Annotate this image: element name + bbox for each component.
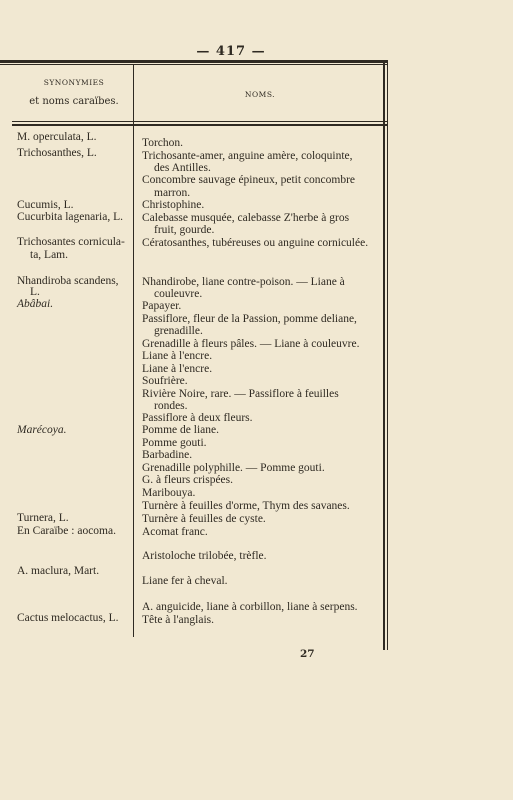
top-rule-thin — [0, 64, 388, 65]
name-entry: G. à fleurs crispées. — [142, 474, 234, 486]
synonym-entry: Cucurbita lagenaria, L. — [17, 211, 124, 223]
synonym-entry: Trichosanthes, L. — [17, 147, 97, 159]
synonym-entry: Nhandiroba scandens, — [17, 275, 119, 287]
synonym-entry: L. — [30, 286, 40, 298]
name-entry: Grenadille à fleurs pâles. — Liane à couleuvre. — [142, 338, 360, 350]
name-entry: Maribouya. — [142, 487, 196, 499]
synonym-entry: ta, Lam. — [30, 249, 68, 261]
name-entry: Grenadille polyphille. — Pomme gouti. — [142, 462, 325, 474]
name-entry: Rivière Noire, rare. — Passiflore à feuilles — [142, 388, 339, 400]
right-border — [383, 62, 385, 650]
header-synonymies: SYNONYMIES — [43, 78, 105, 87]
name-entry: Christophine. — [142, 199, 205, 211]
top-rule-thick — [0, 60, 388, 63]
caraibe-name: Abâbai. — [17, 298, 54, 310]
page-number: — 417 — — [196, 44, 266, 59]
name-entry: Liane à l'encre. — [142, 363, 213, 375]
name-entry: A. anguicide, liane à corbillon, liane à serpens. — [142, 601, 358, 613]
name-entry: rondes. — [154, 400, 188, 412]
synonym-entry: Turnera, L. — [17, 512, 69, 524]
name-entry: Liane à l'encre. — [142, 350, 213, 362]
name-entry: Pomme gouti. — [142, 437, 207, 449]
signature-mark: 27 — [300, 648, 315, 660]
name-entry: Nhandirobe, liane contre-poison. — Liane à — [142, 276, 345, 288]
column-divider — [133, 65, 134, 637]
name-entry: Turnère à feuilles de cyste. — [142, 513, 266, 525]
name-entry: couleuvre. — [154, 288, 203, 300]
name-entry: Cératosanthes, tubéreuses ou anguine corniculée. — [142, 237, 369, 249]
name-entry: Liane fer à cheval. — [142, 575, 228, 587]
name-entry: Passiflore à deux fleurs. — [142, 412, 253, 424]
name-entry: Trichosante-amer, anguine amère, coloquinte, — [142, 150, 353, 162]
header-noms: NOMS. — [244, 90, 276, 99]
name-entry: Calebasse musquée, calebasse Z'herbe à gros — [142, 212, 350, 224]
name-entry: Pomme de liane. — [142, 424, 219, 436]
name-entry: Acomat franc. — [142, 526, 208, 538]
name-entry: Tête à l'anglais. — [142, 614, 214, 626]
synonym-entry: Trichosantes cornicula- — [17, 236, 125, 248]
synonym-entry: En Caraïbe : aocoma. — [17, 525, 116, 537]
name-entry: Turnère à feuilles d'orme, Thym des savanes. — [142, 500, 350, 512]
right-border-outer — [387, 62, 388, 650]
header-rule-thin — [12, 121, 388, 122]
name-entry: grenadille. — [154, 325, 203, 337]
synonym-entry: A. maclura, Mart. — [17, 565, 100, 577]
header-rule-thick — [12, 124, 388, 126]
synonym-entry: Cucumis, L. — [17, 199, 74, 211]
name-entry: Barbadine. — [142, 449, 193, 461]
name-entry: Concombre sauvage épineux, petit concombre — [142, 174, 355, 186]
name-entry: fruit, gourde. — [154, 224, 215, 236]
name-entry: Aristoloche trilobée, trèfle. — [142, 550, 267, 562]
name-entry: Soufrière. — [142, 375, 188, 387]
name-entry: Papayer. — [142, 300, 182, 312]
name-entry: marron. — [154, 187, 191, 199]
name-entry: Torchon. — [142, 137, 184, 149]
synonym-entry: Cactus melocactus, L. — [17, 612, 119, 624]
name-entry: des Antilles. — [154, 162, 211, 174]
name-entry: Passiflore, fleur de la Passion, pomme deliane, — [142, 313, 357, 325]
synonym-entry: M. operculata, L. — [17, 131, 97, 143]
header-caraibes: et noms caraïbes. — [29, 96, 119, 107]
caraibe-name: Marécoya. — [17, 424, 67, 436]
